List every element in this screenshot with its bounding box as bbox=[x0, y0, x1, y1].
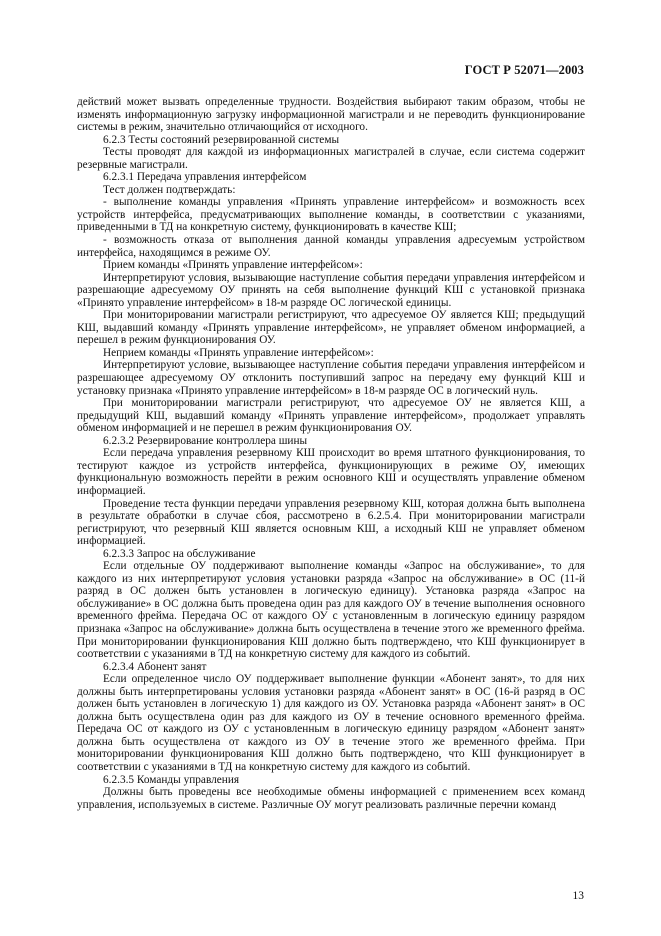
paragraph: Интерпретируют условие, вызывающее наступление события передачи управления интерфейсом и разрешающее адресуемому ОУ отклонить поступивший запрос на передачу ему функций КШ и установку признака «Принято управление интерфейсом» в 18-м разряде ОС в логический нуль. bbox=[77, 359, 585, 397]
list-item: - выполнение команды управления «Принять управление интерфейсом» и возможность всех устройств интерфейса, предусматривающих выполнение команды, в соответствии с указаниями, приведенными в ТД на конкретную систему, функционировать в качестве КШ; bbox=[77, 196, 585, 234]
paragraph: Проведение теста функции передачи управления резервному КШ, которая должна быть выполнена в результате обработки в случае сбоя, рассмотрено в 6.2.5.4. При мониторировании магистрали регистрируют, что резервный КШ является основным КШ, а исходный КШ не управляет обменом информацией. bbox=[77, 497, 585, 548]
section-heading-6-2-3: 6.2.3 Тесты состояний резервированной системы bbox=[103, 133, 340, 146]
section-heading-6-2-3-4: 6.2.3.4 Абонент занят bbox=[103, 660, 207, 673]
paragraph: Если передача управления резервному КШ происходит во время штатного функционирования, то тестируют каждое из устройств интерфейса, функционирующих в режиме ОУ, имеющих функциональную возможность перейти в режим основного КШ и осуществлять управление обменом информацией. bbox=[77, 447, 585, 497]
section-heading-6-2-3-5: 6.2.3.5 Команды управления bbox=[103, 773, 240, 786]
section-heading-6-2-3-3: 6.2.3.3 Запрос на обслуживание bbox=[103, 547, 256, 560]
paragraph: Тест должен подтверждать: bbox=[103, 183, 236, 196]
paragraph: Интерпретируют условия, вызывающие наступление события передачи управления интерфейсом и разрешающие адресуемому ОУ принять на себя выполнение функций КШ с установкой признака «Принято управление интерфейсом» в 18-м разряде ОС логической единицы. bbox=[77, 271, 585, 309]
paragraph: Должны быть проведены все необходимые обмены информацией с применением всех команд управления, используемых в системе. Различные ОУ могут реализовать различные перечни команд bbox=[77, 786, 585, 811]
list-item: - возможность отказа от выполнения данной команды управления адресуемым устройством интерфейса, находящимся в режиме ОУ. bbox=[77, 234, 585, 259]
document-body bbox=[77, 96, 585, 811]
section-heading-6-2-3-2: 6.2.3.2 Резервирование контроллера шины bbox=[103, 434, 308, 447]
paragraph: Если определенное число ОУ поддерживает выполнение функции «Абонент занят», то для них должны быть интерпретированы условия установки разряда «Абонент занят» в ОС (16-й разряд в ОС должен быть установлен в логическую 1) для каждого из ОУ. Установка разряда «Абонент занят» в ОС должна быть осуществлена один раз для каждого из ОУ в течение основного временно́го фрейма. Передача ОС от каждого из ОУ с установленным в логическую единицу разрядом «Абонент занят» должна быть осуществлена от каждого из ОУ в течение этого же временно́го фрейма. При мониторировании функционирования КШ должно быть подтверждено, что КШ функционирует в соответствии с указаниями в ТД на конкретную систему для каждого из событий. bbox=[77, 673, 585, 773]
section-heading-6-2-3-1: 6.2.3.1 Передача управления интерфейсом bbox=[103, 171, 307, 184]
paragraph: Прием команды «Принять управление интерфейсом»: bbox=[103, 259, 363, 272]
continuation-paragraph: действий может вызвать определенные трудности. Воздействия выбирают таким образом, чтобы не изменять информационную загрузку информационной магистрали и не переводить функционирование системы в режим, значительно отличающийся от исходного. bbox=[77, 96, 585, 134]
page-number: 13 bbox=[572, 890, 584, 902]
paragraph: Если отдельные ОУ поддерживают выполнение команды «Запрос на обслуживание», то для каждого из них интерпретируют условия установки разряда «Запрос на обслуживание» в ОС (11-й разряд в ОС должен быть установлен в логическую единицу). Установка разряда «Запрос на обслуживание» в ОС должна быть проведена один раз для каждого ОУ в течение выполнения основного временно́го фрейма. Передача ОС от каждого ОУ с установленным в логическую единицу разрядом признака «Запрос на обслуживание» должна быть осуществлена в течение этого же временно́го фрейма. При мониторировании функционирования КШ должно быть подтверждено, что КШ функционирует в соответствии с указаниями в ТД на конкретную систему для каждого из событий. bbox=[77, 560, 585, 661]
paragraph: При мониторировании магистрали регистрируют, что адресуемое ОУ не является КШ, а предыдущий КШ, выдавший команду «Принять управление интерфейсом», продолжает управлять обменом информацией и не перешел в режим функционирования ОУ. bbox=[77, 397, 585, 435]
document-code-header: ГОСТ Р 52071—2003 bbox=[464, 63, 584, 77]
paragraph: Тесты проводят для каждой из информационных магистралей в случае, если система содержит резервные магистрали. bbox=[77, 146, 585, 171]
paragraph: Неприем команды «Принять управление интерфейсом»: bbox=[103, 346, 374, 359]
paragraph: При мониторировании магистрали регистрируют, что адресуемое ОУ является КШ; предыдущий КШ, выдавший команду «Принять управление интерфейсом», не управляет обменом информацией, а перешел в режим функционирования ОУ. bbox=[77, 309, 585, 347]
